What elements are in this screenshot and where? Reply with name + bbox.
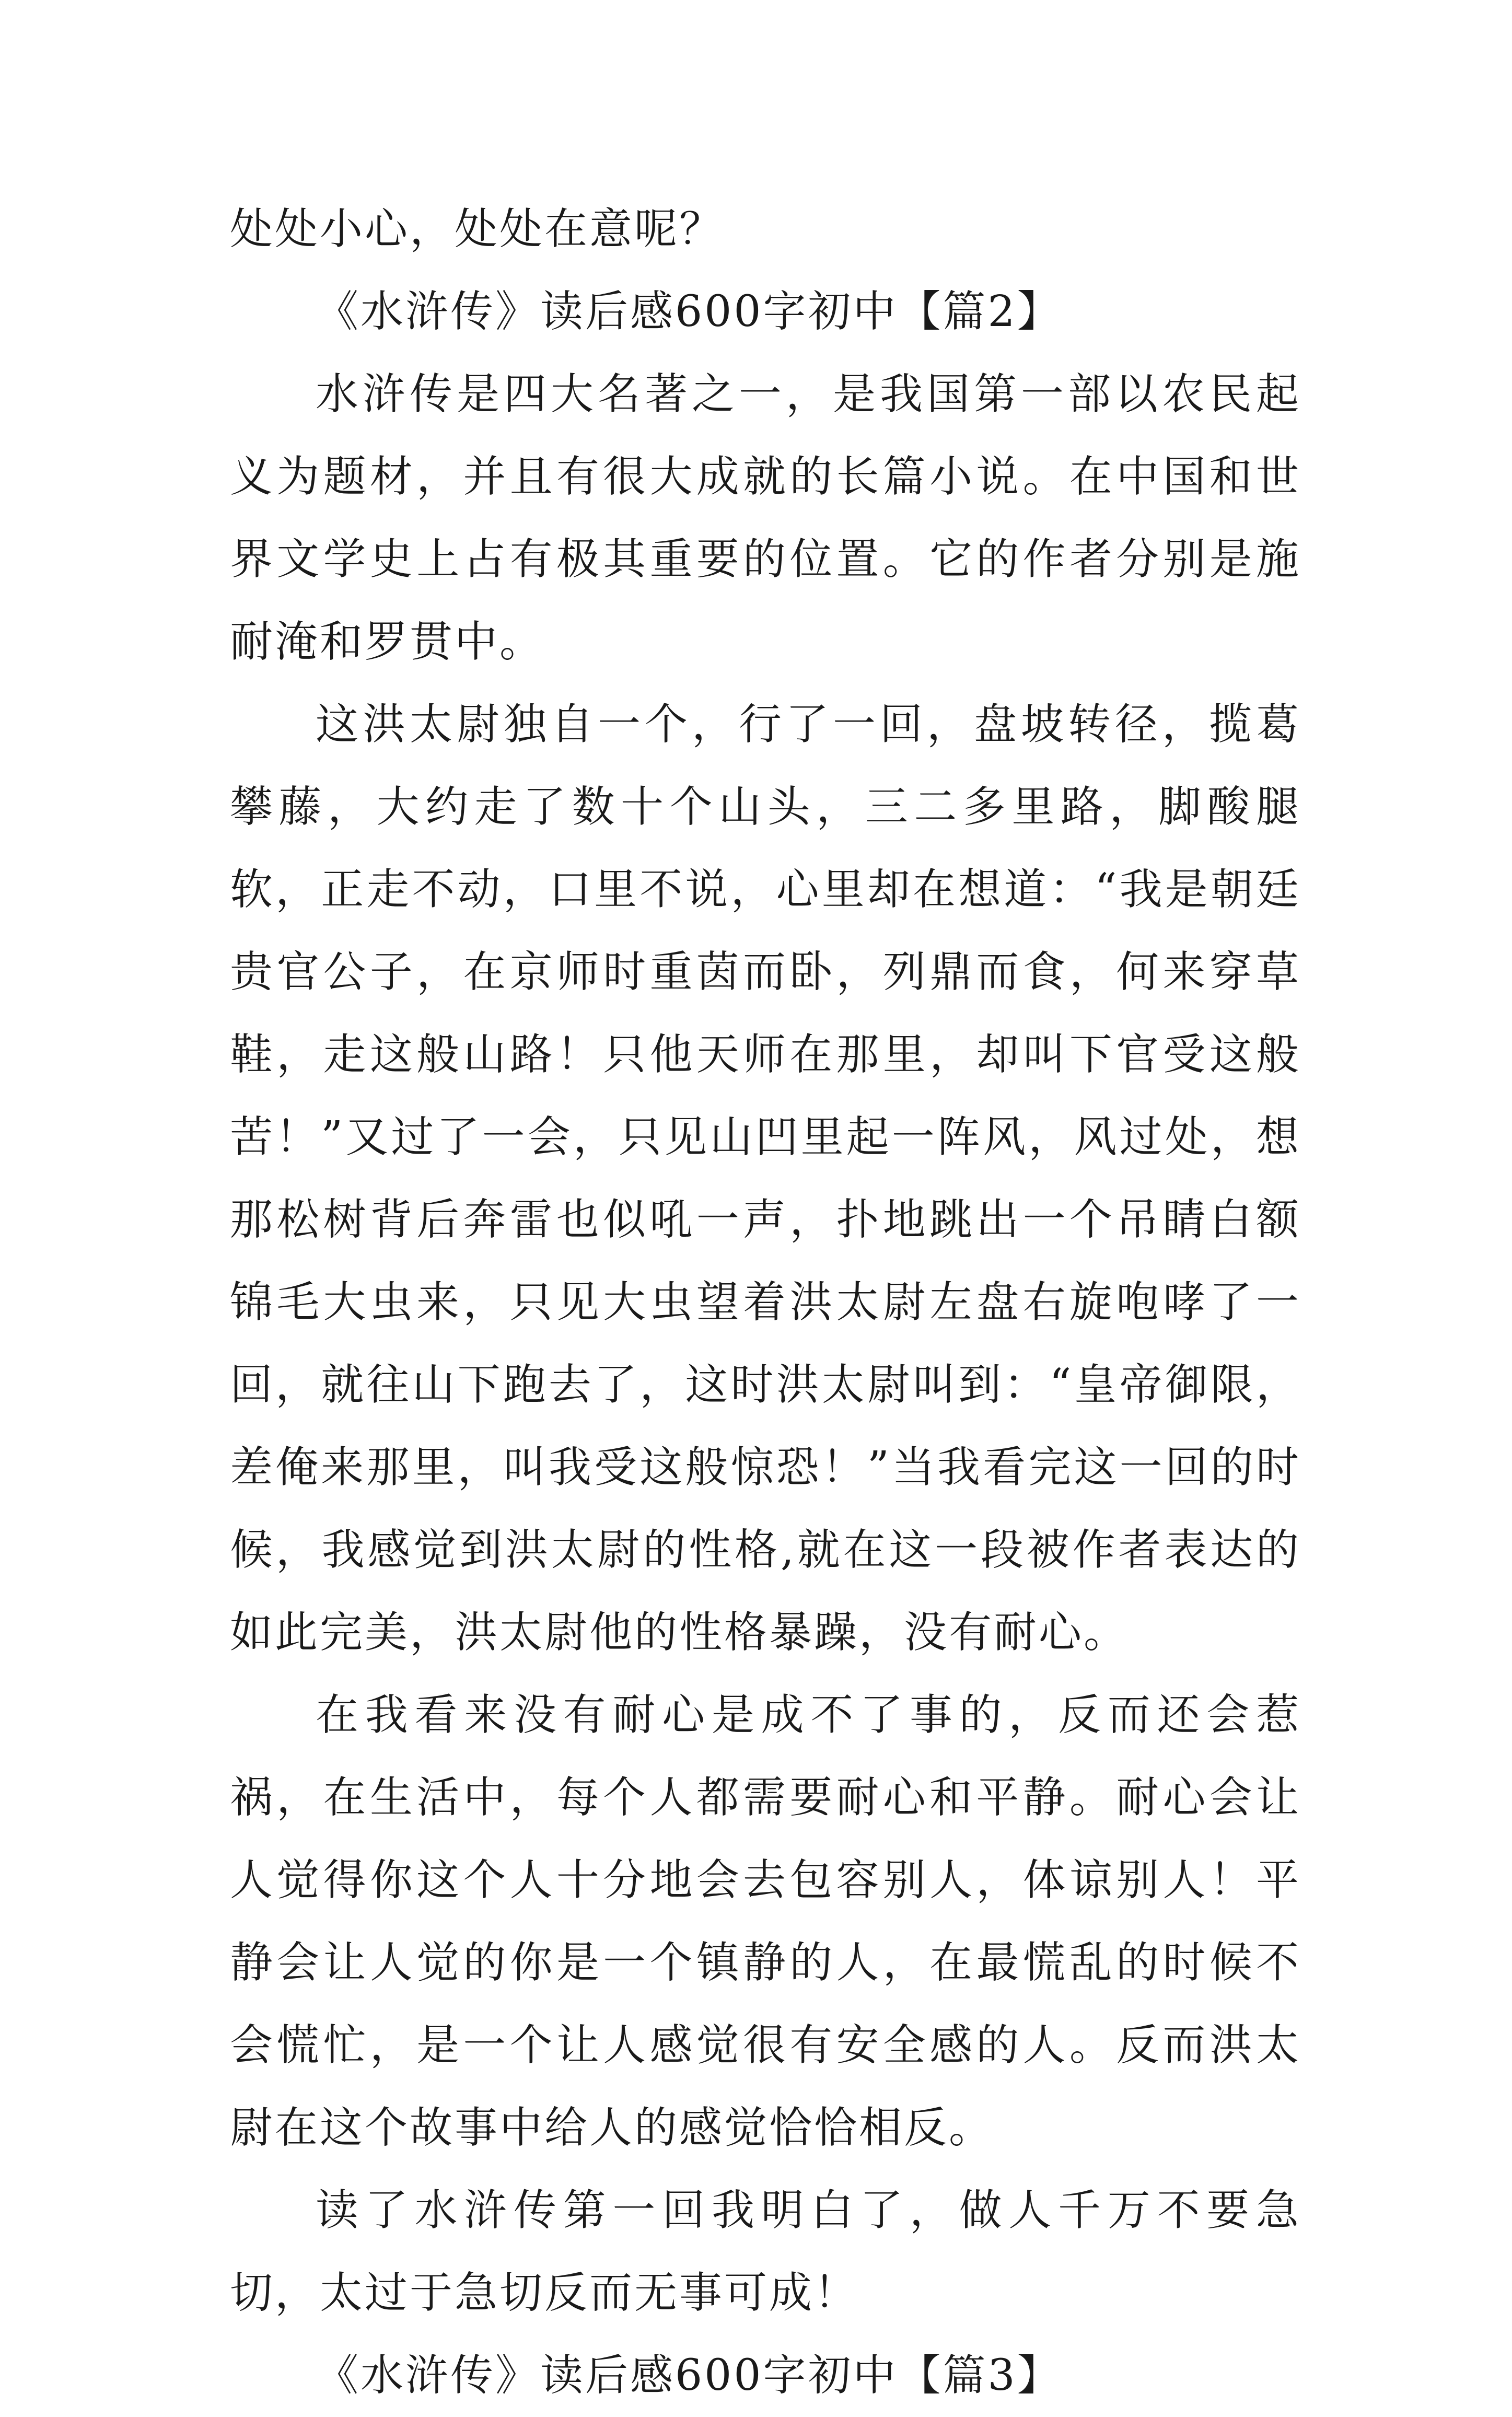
- paragraph-story: 这洪太尉独自一个，行了一回，盘坡转径，揽葛攀藤，大约走了数十个山头，三二多里路，脚酸腿软，正走不动，口里不说，心里却在想道：“我是朝廷贵官公子，在京师时重茵而卧，列鼎而食，何来穿草鞋，走这般山路！只他天师在那里，却叫下官受这般苦！”又过了一会，只见山凹里起一阵风，风过处，想那松树背后奔雷也似吼一声，扑地跳出一个吊睛白额锦毛大虫来，只见大虫望着洪太尉左盘右旋咆哮了一回，就往山下跑去了，这时洪太尉叫到：“皇帝御限，差俺来那里，叫我受这般惊恐！”当我看完这一回的时候，我感觉到洪太尉的性格,就在这一段被作者表达的如此完美，洪太尉他的性格暴躁，没有耐心。: [230, 700, 1301, 1657]
- paragraph-intro: 水浒传是四大名著之一，是我国第一部以农民起义为题材，并且有很大成就的长篇小说。在中国和世界文学史上占有极其重要的位置。它的作者分别是施耐淹和罗贯中。: [230, 369, 1301, 667]
- paragraph-reflection: 在我看来没有耐心是成不了事的，反而还会惹祸，在生活中，每个人都需要耐心和平静。耐心会让人觉得你这个人十分地会去包容别人，体谅别人！平静会让人觉的你是一个镇静的人，在最慌乱的时候不会慌忙，是一个让人感觉很有安全感的人。反而洪太尉在这个故事中给人的感觉恰恰相反。: [230, 1690, 1301, 2153]
- section-heading-part-3: 《水浒传》读后感600字初中【篇3】: [316, 2351, 1062, 2400]
- document-body: [230, 188, 1301, 2417]
- section-heading-part-2: 《水浒传》读后感600字初中【篇2】: [316, 287, 1062, 336]
- paragraph-continuation: 处处小心，处处在意呢？: [230, 204, 725, 254]
- paragraph-conclusion: 读了水浒传第一回我明白了，做人千万不要急切，太过于急切反而无事可成！: [230, 2186, 1301, 2318]
